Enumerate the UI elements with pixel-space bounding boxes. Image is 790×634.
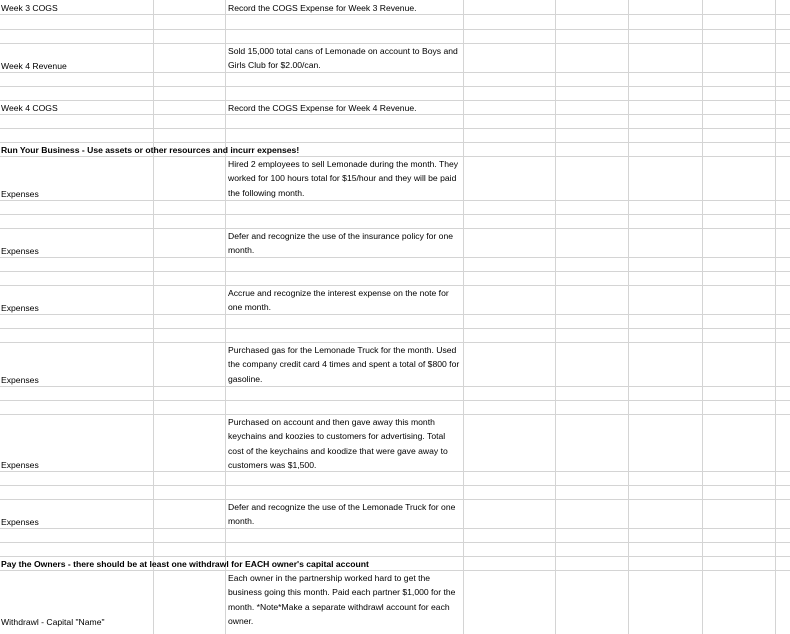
column-divider [225,0,226,634]
section-header-pay-owners[interactable]: Pay the Owners - there should be at least one withdrawl for EACH owner's capital account [1,559,369,569]
row-divider [0,128,790,129]
row-divider [0,271,790,272]
row-divider [0,214,790,215]
description-cell[interactable]: Hired 2 employees to sell Lemonade during the month. They worked for 100 hours total for $15/hour and they will be paid the following month. [228,159,459,198]
row-label-week4-revenue[interactable]: Week 4 Revenue [1,61,67,71]
column-divider [775,0,776,634]
column-divider [153,0,154,634]
row-label-expenses[interactable]: Expenses [1,189,39,199]
row-divider [0,29,790,30]
row-divider [0,386,790,387]
row-label-expenses[interactable]: Expenses [1,375,39,385]
row-divider [0,200,790,201]
section-header-run-business[interactable]: Run Your Business - Use assets or other resources and incurr expenses! [1,145,300,155]
row-divider [0,142,790,143]
description-cell[interactable]: Defer and recognize the use of the Lemonade Truck for one month. [228,502,456,527]
description-cell[interactable]: Record the COGS Expense for Week 3 Revenue. [228,3,417,13]
row-divider [0,485,790,486]
row-label-week3-cogs[interactable]: Week 3 COGS [1,3,58,13]
row-divider [0,328,790,329]
description-cell[interactable]: Purchased gas for the Lemonade Truck for the month. Used the company credit card 4 times and spent a total of $800 for gasoline. [228,345,460,384]
row-label-expenses[interactable]: Expenses [1,517,39,527]
description-cell[interactable]: Accrue and recognize the interest expense on the note for one month. [228,288,449,313]
column-divider [555,0,556,634]
description-cell[interactable]: Purchased on account and then gave away this month keychains and koozies to customers for advertising. Total cost of the keychains and koodize that were gave away to customers was $1,500. [228,417,448,470]
row-divider [0,542,790,543]
row-label-expenses[interactable]: Expenses [1,460,39,470]
row-label-week4-cogs[interactable]: Week 4 COGS [1,103,58,113]
row-label-expenses[interactable]: Expenses [1,246,39,256]
row-divider [0,400,790,401]
description-cell[interactable]: Record the COGS Expense for Week 4 Revenue. [228,103,417,113]
row-divider [0,556,790,557]
column-divider [463,0,464,634]
description-cell[interactable]: Sold 15,000 total cans of Lemonade on account to Boys and Girls Club for $2.00/can. [228,46,458,71]
row-label-expenses[interactable]: Expenses [1,303,39,313]
column-divider [702,0,703,634]
row-divider [0,86,790,87]
column-divider [628,0,629,634]
description-cell[interactable]: Each owner in the partnership worked hard to get the business going this month. Paid each partner $1,000 for the month. *Note*Make a separate withdrawl account for each owner. [228,573,456,626]
description-cell[interactable]: Defer and recognize the use of the insurance policy for one month. [228,231,454,256]
row-label-withdrawal[interactable]: Withdrawl - Capital "Name" [1,617,105,627]
